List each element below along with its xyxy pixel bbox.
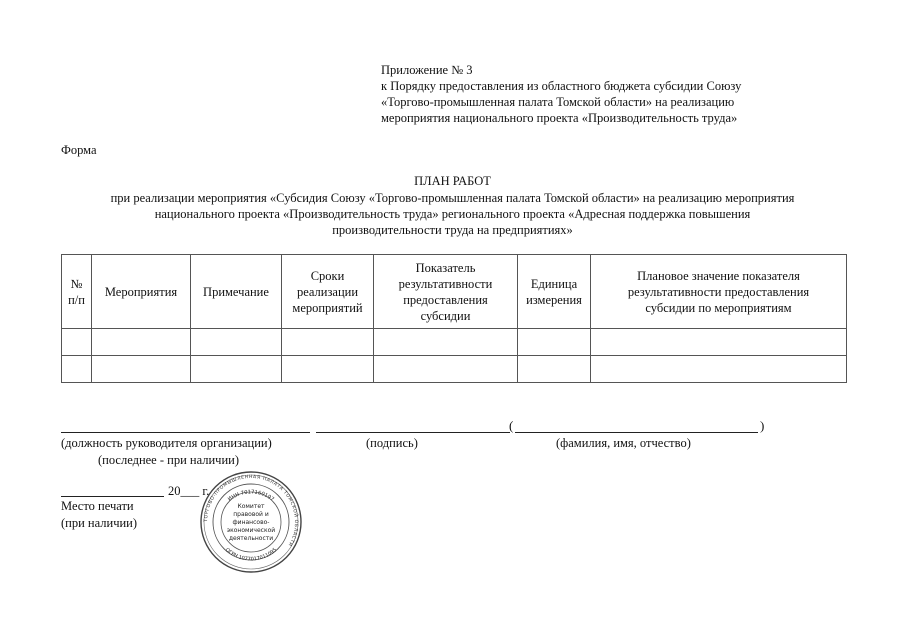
seal-inn: ИНН 7017160197 [227,489,275,503]
table-cell[interactable] [374,356,518,383]
signature-caption: (подпись) [366,436,418,450]
header-note: Примечание [191,255,282,329]
table-cell[interactable] [591,329,847,356]
full-name-line[interactable] [515,432,758,433]
position-caption: (должность руководителя организации) [61,436,272,450]
table-cell[interactable] [282,356,374,383]
appendix-header [381,62,851,126]
full-name-caption: (фамилия, имя, отчество) [556,436,691,450]
seal-center-line: деятельности [228,535,274,542]
table-cell[interactable] [62,356,92,383]
seal-center-line: правовой и [233,511,269,518]
organization-seal [199,470,303,574]
table-cell[interactable] [518,329,591,356]
seal-center-line: финансово- [232,519,270,526]
date-year-blank[interactable]: ___ [180,484,200,498]
stamp-place-label: Место печати [61,499,134,513]
header-planned-value: Плановое значение показателя результативности предоставления субсидии по мероприятиям [591,255,847,329]
header-terms: Сроки реализации мероприятий [282,255,374,329]
plan-table [61,254,847,383]
plan-subtitle-line: при реализации мероприятия «Субсидия Союзу «Торгово-промышленная палата Томской области» на реализацию мероприятия [110,191,795,205]
header-number: № п/п [62,255,92,329]
header-unit: Единица измерения [518,255,591,329]
date-year-suffix: г. [202,484,210,498]
header-indicator: Показатель результативности предоставления субсидии [374,255,518,329]
seal-ogrn: ОГРН 1077017011095 [223,547,279,563]
table-row [62,329,847,356]
table-cell[interactable] [282,329,374,356]
document-title [40,173,865,238]
name-close-paren: ) [760,418,765,433]
signature-line[interactable] [316,432,510,433]
table-cell[interactable] [191,356,282,383]
seal-outer-text: ТОРГОВО-ПРОМЫШЛЕННАЯ ПАЛАТА ТОМСКОЙ ОБЛАСТИ [203,474,299,547]
plan-subtitle-line: национального проекта «Производительность труда» регионального проекта «Адресная поддержка повышения [154,207,751,221]
stamp-place-note: (при наличии) [61,516,138,530]
table-cell[interactable] [591,356,847,383]
date-day-month-line[interactable] [61,496,164,497]
appendix-reference-line: к Порядку предоставления из областного бюджета субсидии Союзу [381,79,742,93]
date-year-prefix: 20 [168,484,181,498]
position-signature-line[interactable] [61,432,310,433]
table-cell[interactable] [374,329,518,356]
table-cell[interactable] [92,356,191,383]
seal-center-line: Комитет [237,503,265,510]
appendix-reference-line: «Торгово-промышленная палата Томской области» на реализацию [381,95,735,109]
header-events: Мероприятия [92,255,191,329]
table-row [62,356,847,383]
table-cell[interactable] [92,329,191,356]
appendix-reference-line: мероприятия национального проекта «Производительность труда» [381,111,738,125]
plan-subtitle-line: производительности труда на предприятиях» [332,223,573,237]
seal-center-line: экономической [226,527,276,534]
patronymic-note: (последнее - при наличии) [98,453,239,467]
name-open-paren: ( [509,418,514,433]
table-cell[interactable] [518,356,591,383]
table-cell[interactable] [191,329,282,356]
table-header-row [62,255,847,329]
appendix-number: Приложение № 3 [381,63,473,77]
table-cell[interactable] [62,329,92,356]
form-label: Форма [61,143,97,157]
plan-title: ПЛАН РАБОТ [414,174,491,188]
